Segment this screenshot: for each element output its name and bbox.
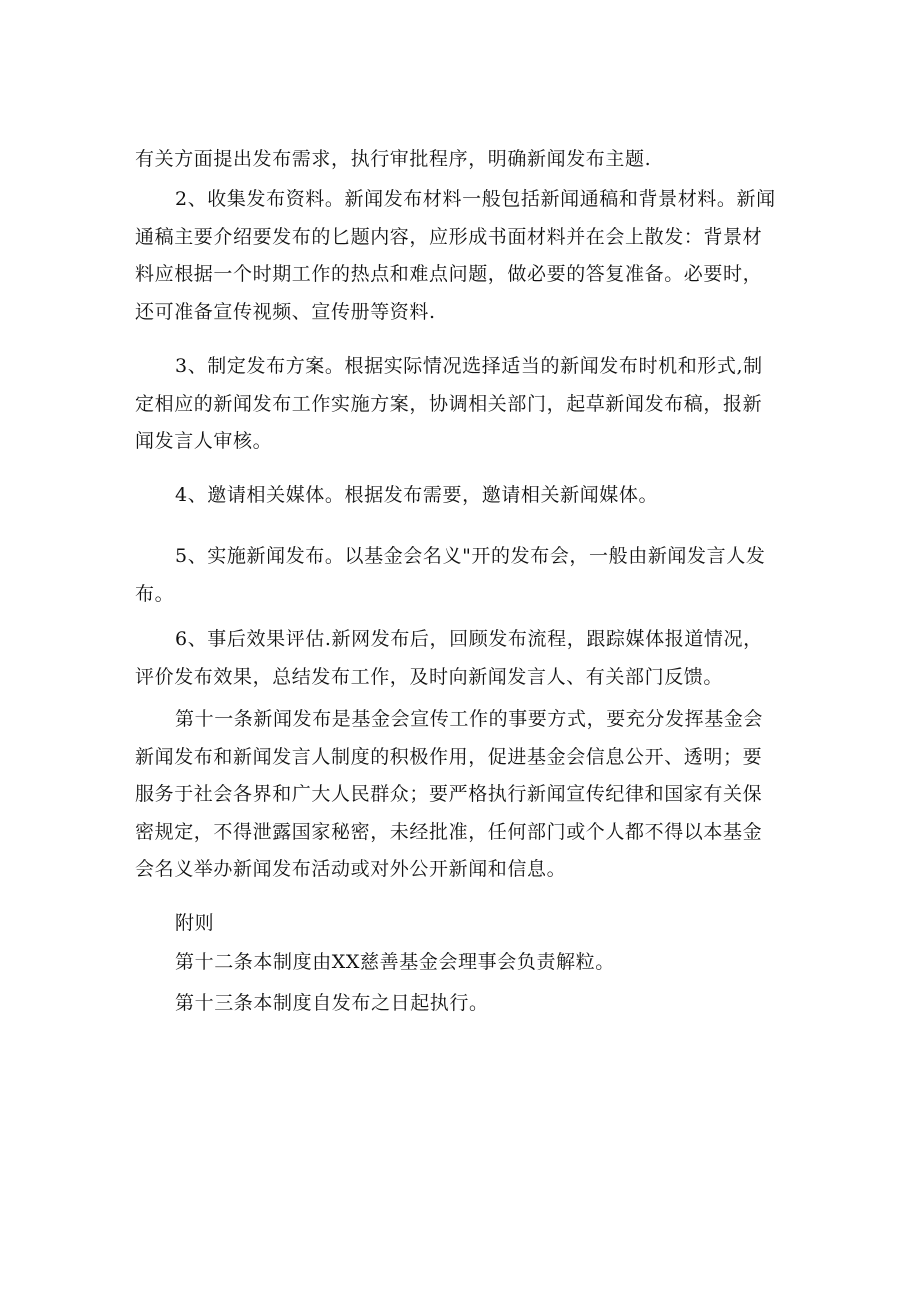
paragraph-invite-media: [135, 477, 785, 515]
text-line: 2、收集发布资料。新闻发布材料一般包括新闻通稿和背景材料。新闻: [175, 188, 776, 210]
paragraph-continuation: [135, 141, 785, 179]
paragraph-appendix-heading: [135, 905, 785, 943]
text-line: 有关方面提出发布需求，执行审批程序，明确新闻发布主题.: [135, 148, 652, 170]
text-line: 料应根据一个时期工作的热点和难点问题，做必要的答复准备。必要时，: [135, 263, 763, 285]
text-line: 会名义举办新闻发布活动或对外公开新闻和信息。: [135, 858, 567, 880]
text-line: 第十一条新闻发布是基金会宣传工作的事要方式，要充分发挥基金会: [175, 708, 764, 730]
text-line: 布。: [135, 582, 175, 605]
text-line: 第十二条本制度由XX慈善基金会理事会负责解粒。: [175, 951, 615, 973]
paragraph-article-13: [135, 985, 785, 1023]
text-line: 4、邀请相关媒体。根据发布需要，邀请相关新闻媒体。: [175, 484, 659, 506]
paragraph-make-plan: [135, 348, 785, 461]
text-line: 新闻发布和新闻发言人制度的积极作用，促进基金会信息公开、透明；要: [135, 745, 763, 768]
text-line: 密规定，不得泄露国家秘密，未经批准，任何部门或个人都不得以本基金: [135, 820, 763, 843]
text-line: 服务于社会各界和广大人民群众；要严格执行新闻宣传纪律和国家有关保: [135, 783, 763, 805]
text-line: 评价发布效果，总结发布工作，及时向新闻发言人、有关部门反馈。: [135, 665, 724, 688]
paragraph-collect-materials: [135, 181, 785, 331]
text-line: 定相应的新闻发布工作实施方案，协调相关部门，起草新闻发布稿，报新: [135, 392, 763, 415]
text-line: 通稿主要介绍要发布的匕题内容，应形成书面材料并在会上散发：背景材: [135, 225, 763, 248]
text-line: 6、事后效果评估.新网发布后，回顾发布流程，跟踪媒体报道情况，: [175, 628, 763, 650]
text-line: 还可准备宣传视频、宣传册等资料.: [135, 300, 436, 323]
paragraph-article-12: [135, 944, 785, 982]
paragraph-implement-release: [135, 538, 785, 613]
text-line: 3、制定发布方案。根据实际情况选择适当的新闻发布时机和形式,制: [175, 355, 763, 377]
text-line: 附则: [175, 912, 215, 934]
text-line: 闻发言人审核。: [135, 430, 273, 452]
paragraph-article-11: [135, 701, 785, 889]
text-line: 第十三条本制度自发布之日起执行。: [175, 992, 489, 1014]
paragraph-evaluation: [135, 621, 785, 696]
text-line: 5、实施新闻发布。以基金会名义"开的发布会，一般由新闻发言人发: [175, 545, 766, 567]
